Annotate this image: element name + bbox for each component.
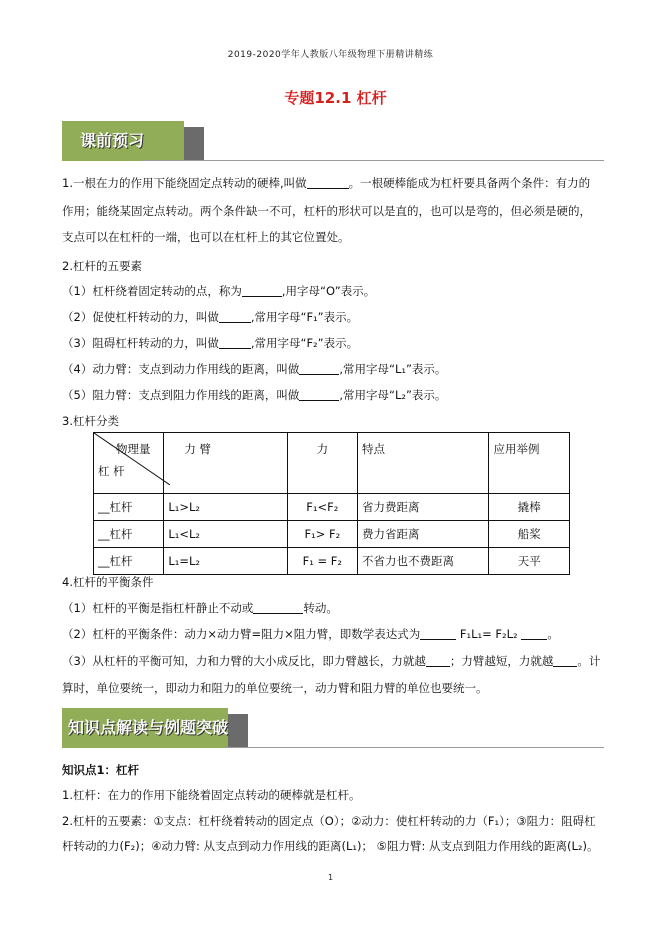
lever-classification-table <box>93 432 570 575</box>
table-row <box>94 494 570 521</box>
q3-heading: 3.杠杆分类 <box>62 414 119 428</box>
force-cell: F₁ = F₂ <box>287 548 357 575</box>
section-banner-label: 知识点解读与例题突破 <box>68 718 229 737</box>
kp1-line-1: 1.杠杆：在力的作用下能绕着固定点转动的硬棒就是杠杆。 <box>62 788 361 802</box>
q1-line-2: 作用；能绕某固定点转动。两个条件缺一不可，杠杆的形状可以是直的，也可以是弯的，但必须是硬的， <box>62 204 591 218</box>
q4-item-3-line-2: 算时，单位要统一，即动力和阻力的单位要统一，动力臂和阻力臂的单位也要统一。 <box>62 681 488 695</box>
q1-line-3: 支点可以在杠杆的一端，也可以在杠杆上的其它位置处。 <box>62 230 350 244</box>
header-force: 力 <box>287 433 357 494</box>
feature-cell: 省力费距离 <box>357 494 488 521</box>
section-banner-preview <box>62 121 202 161</box>
answer-blank[interactable] <box>219 337 251 349</box>
knowledge-point-heading: 知识点1：杠杆 <box>62 763 140 777</box>
page-header: 2019-2020学年人教版八年级物理下册精讲精练 <box>227 50 434 60</box>
header-feature: 特点 <box>357 433 488 494</box>
q4-item-1: （1）杠杆的平衡是指杠杆静止不动或 转动。 <box>62 601 338 615</box>
q2-heading: 2.杠杆的五要素 <box>62 259 142 273</box>
page-number: 1 <box>327 873 334 882</box>
q4-item-2: （2）杠杆的平衡条件：动力×动力臂=阻力×阻力臂，即数学表达式为 F₁L₁= F₂L₂ 。 <box>62 627 559 641</box>
corner-bottom-label: 杠 杆 <box>98 464 125 478</box>
table-row <box>94 521 570 548</box>
feature-cell: 费力省距离 <box>357 521 488 548</box>
q2-item-2: （2）促使杠杆转动的力，叫做 ,常用字母“F₁”表示。 <box>62 310 359 324</box>
arm-cell: L₁<L₂ <box>164 521 287 548</box>
force-cell: F₁> F₂ <box>287 521 357 548</box>
arm-cell: L₁=L₂ <box>164 548 287 575</box>
q4-heading: 4.杠杆的平衡条件 <box>62 575 154 589</box>
section-banner-knowledge <box>62 708 248 748</box>
lever-type-cell[interactable]: __杠杆 <box>94 548 164 575</box>
lever-type-cell[interactable]: __杠杆 <box>94 521 164 548</box>
page-title: 专题12.1 杠杆 <box>284 89 387 107</box>
header-example: 应用举例 <box>489 433 570 494</box>
lever-type-cell[interactable]: __杠杆 <box>94 494 164 521</box>
q4-item-3-line-1: （3）从杠杆的平衡可知，力和力臂的大小成反比，即力臂越长，力就越 ；力臂越短，力就越 。计 <box>62 654 601 668</box>
table-row <box>94 548 570 575</box>
answer-blank[interactable] <box>521 628 547 640</box>
force-cell: F₁<F₂ <box>287 494 357 521</box>
q1-line-1: 1.一根在力的作用下能绕固定点转动的硬棒,叫做 。一根硬棒能成为杠杆要具备两个条件：有力的 <box>62 176 591 190</box>
feature-cell: 不省力也不费距离 <box>357 548 488 575</box>
example-cell: 天平 <box>489 548 570 575</box>
kp1-line-3: 杆转动的力(F₂)；④动力臂: 从支点到动力作用线的距离(L₁)； ⑤阻力臂: 从支点到阻力作用线的距离(L₂)。 <box>62 839 599 853</box>
arm-cell: L₁>L₂ <box>164 494 287 521</box>
table-header-row <box>94 433 570 494</box>
header-arm: 力 臂 <box>164 433 287 494</box>
kp1-line-2: 2.杠杆的五要素：①支点：杠杆绕着转动的固定点（O）；②动力：使杠杆转动的力（F₁）；③阻力：阻碍杠 <box>62 814 596 828</box>
answer-blank[interactable] <box>420 628 456 640</box>
answer-blank[interactable] <box>219 311 251 323</box>
answer-blank[interactable] <box>307 177 349 189</box>
corner-top-label: 物理量 <box>116 442 151 456</box>
section-divider <box>226 747 604 748</box>
section-banner-label: 课前预习 <box>80 131 145 150</box>
table-corner-cell <box>94 433 164 494</box>
answer-blank[interactable] <box>426 655 450 667</box>
example-cell: 撬棒 <box>489 494 570 521</box>
answer-blank[interactable] <box>299 389 339 401</box>
q2-item-5: （5）阻力臂：支点到阻力作用线的距离，叫做 ,常用字母“L₂”表示。 <box>62 388 447 402</box>
example-cell: 船桨 <box>489 521 570 548</box>
q2-item-4: （4）动力臂：支点到动力作用线的距离，叫做 ,常用字母“L₁”表示。 <box>62 362 447 376</box>
q2-item-3: （3）阻碍杠杆转动的力，叫做 ,常用字母“F₂”表示。 <box>62 336 359 350</box>
answer-blank[interactable] <box>553 655 577 667</box>
answer-blank[interactable] <box>242 285 282 297</box>
answer-blank[interactable] <box>253 602 303 614</box>
section-divider <box>142 160 604 161</box>
q2-item-1: （1）杠杆绕着固定转动的点，称为 ,用字母“O”表示。 <box>62 284 376 298</box>
answer-blank[interactable] <box>299 363 339 375</box>
